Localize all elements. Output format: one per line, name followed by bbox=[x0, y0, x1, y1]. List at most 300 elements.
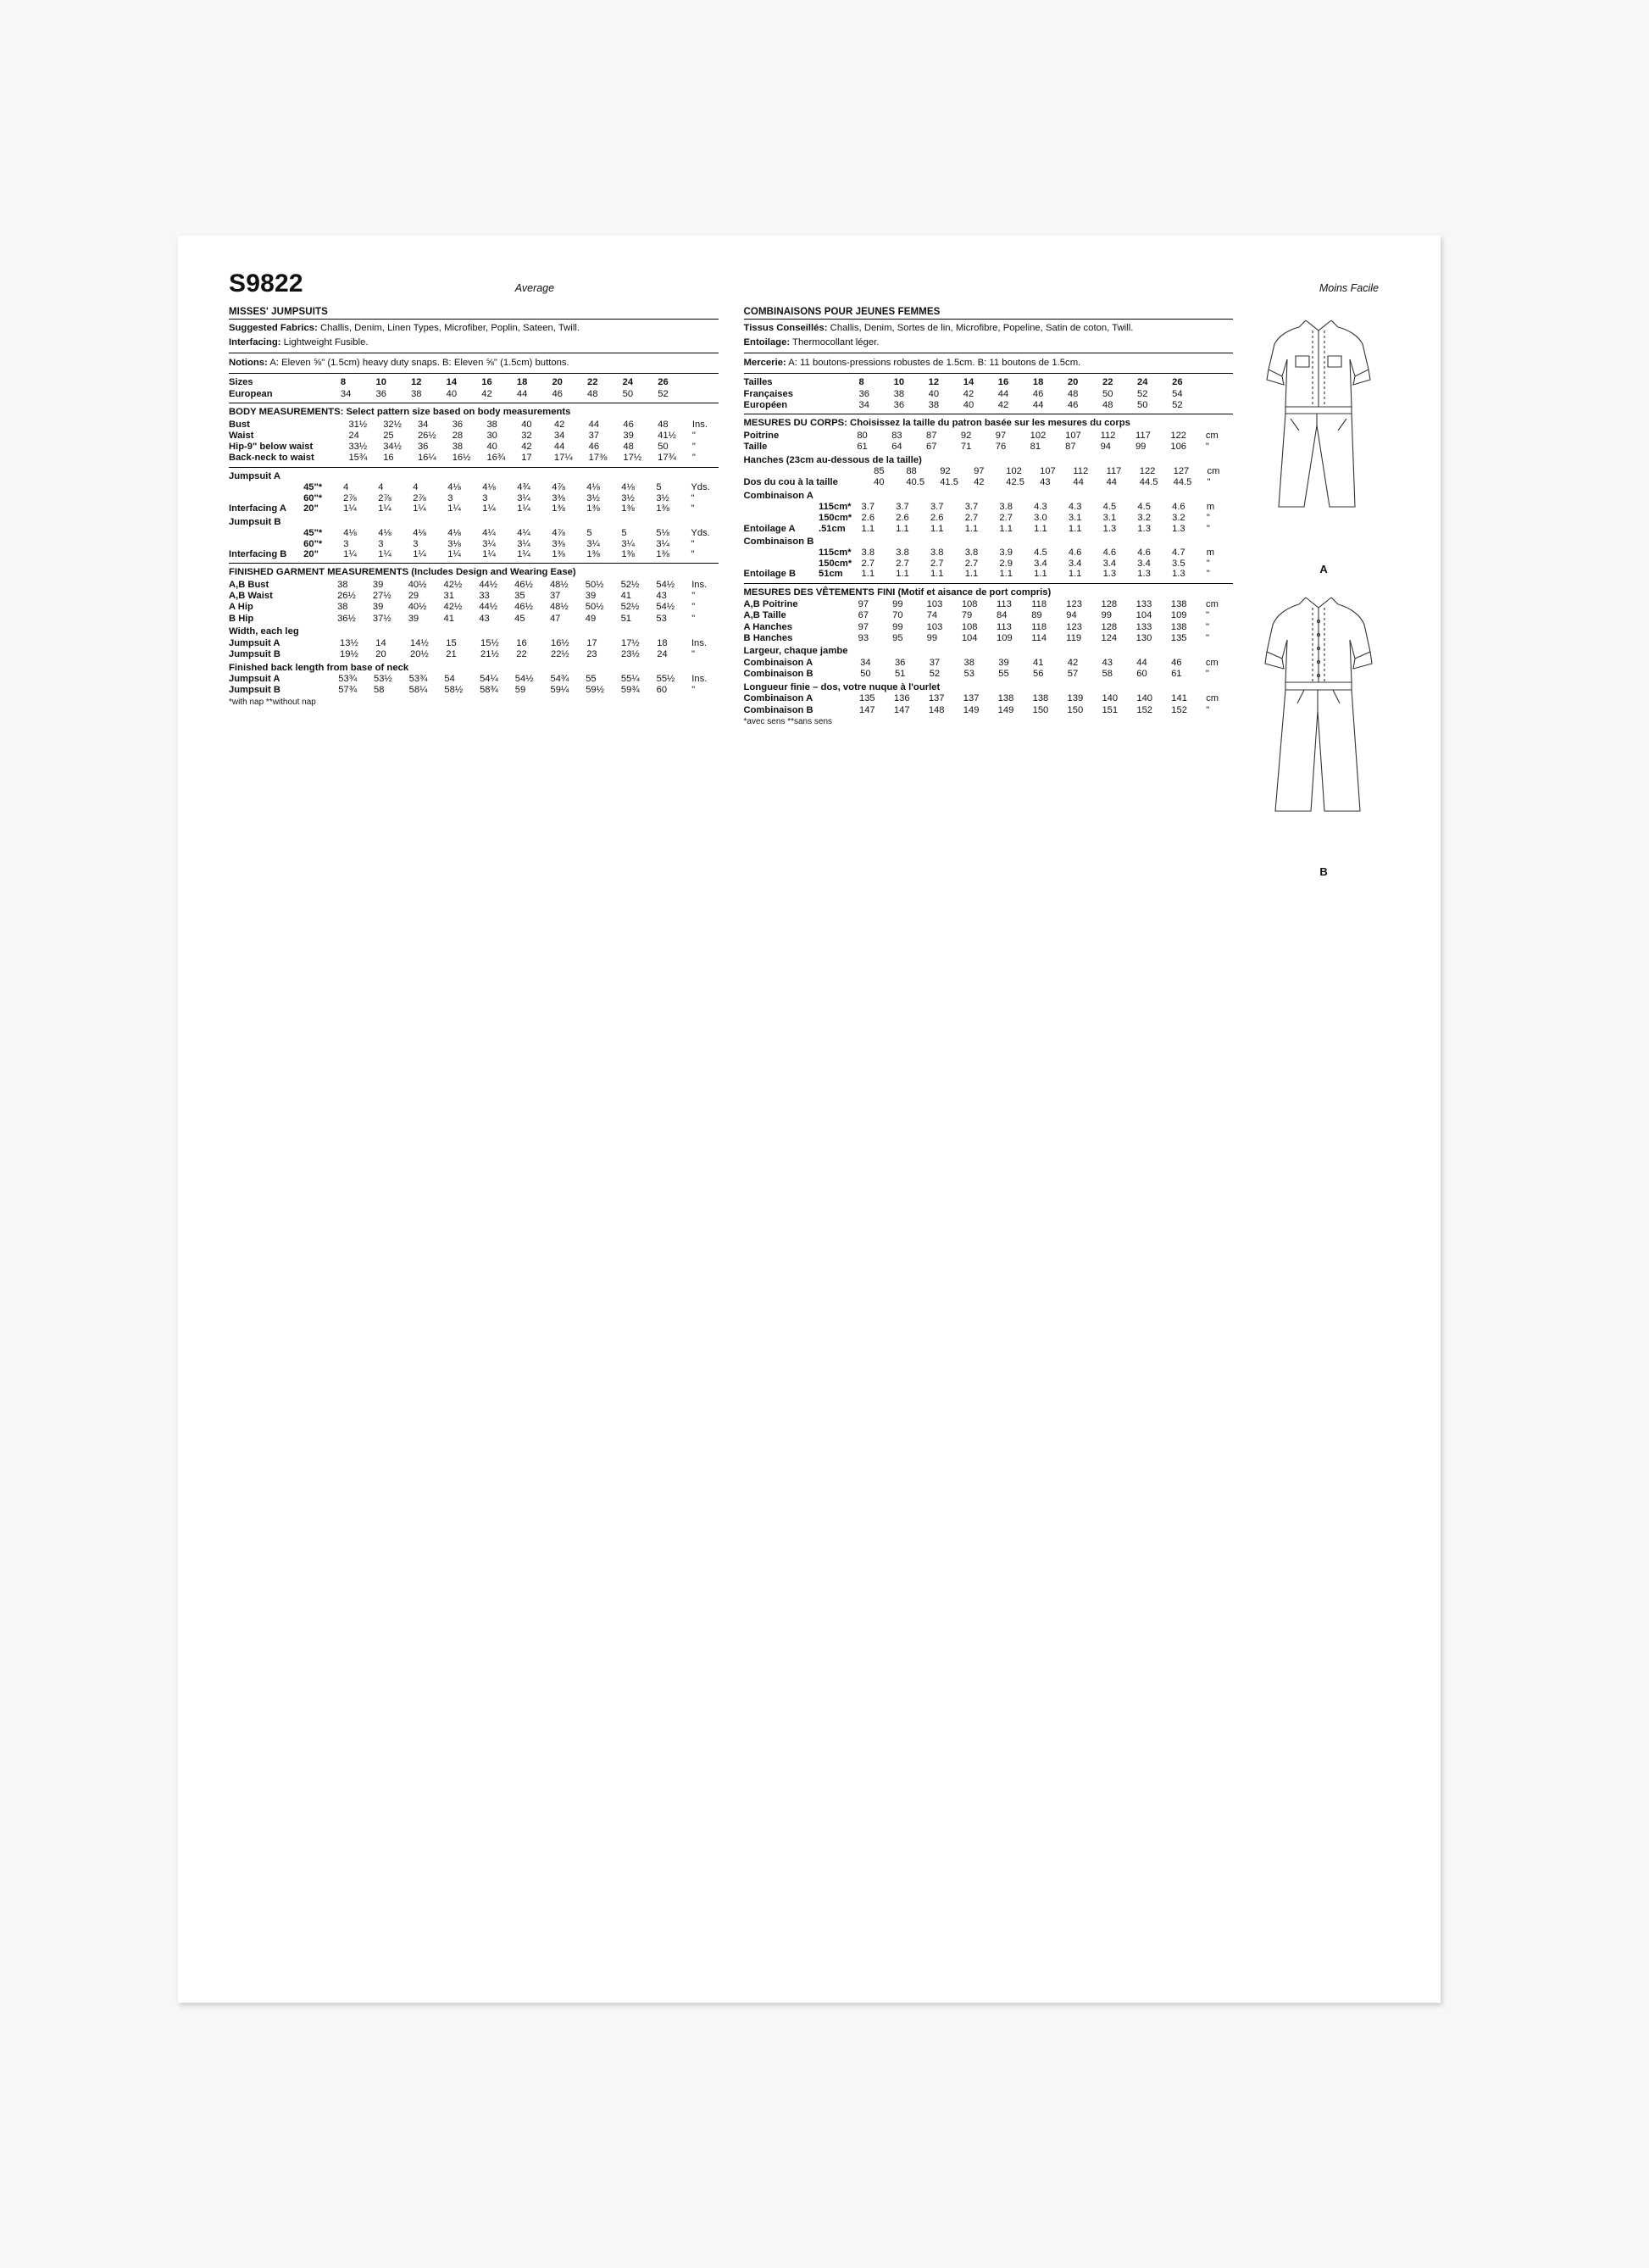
cell: 38 bbox=[337, 602, 348, 613]
cell: 37 bbox=[929, 657, 941, 668]
cell: 52½ bbox=[620, 580, 640, 590]
english-footnote: *with nap **without nap bbox=[229, 697, 316, 707]
cell: 43 bbox=[1040, 477, 1051, 488]
cell: 46 bbox=[1171, 657, 1182, 668]
cell: 149 bbox=[997, 704, 1014, 715]
french-notions-label: Mercerie: bbox=[743, 357, 786, 368]
cell: 3 bbox=[482, 492, 488, 503]
cell: 22 bbox=[1102, 377, 1113, 388]
cell: 1.1 bbox=[896, 569, 909, 580]
cell: 17½ bbox=[623, 453, 642, 464]
table-row bbox=[229, 528, 719, 539]
cell: 97 bbox=[995, 430, 1007, 441]
cell: 16 bbox=[997, 377, 1009, 388]
cell: 34 bbox=[417, 419, 429, 430]
row-label: Hip-9" below waist bbox=[229, 442, 314, 453]
english-fabrics-label: Suggested Fabrics: bbox=[229, 323, 318, 333]
cell: 20½ bbox=[410, 648, 429, 659]
cell: 22 bbox=[587, 377, 598, 388]
cell: 59½ bbox=[586, 685, 604, 696]
fabric-width: 115cm* bbox=[819, 548, 852, 559]
table-row bbox=[229, 637, 719, 648]
cell: 30 bbox=[486, 430, 497, 441]
row-label: Jumpsuit B bbox=[229, 648, 280, 659]
cell: 104 bbox=[961, 632, 978, 643]
cell: 136 bbox=[893, 693, 910, 704]
cell: 52 bbox=[1137, 388, 1148, 399]
table-row bbox=[229, 602, 719, 613]
table-row bbox=[229, 492, 719, 503]
cell: 40 bbox=[486, 442, 497, 453]
cell: 112 bbox=[1100, 430, 1116, 441]
cell: 1¼ bbox=[482, 549, 496, 560]
cell: 3.8 bbox=[999, 502, 1013, 513]
cell: 1¼ bbox=[517, 503, 530, 514]
cell: 16¼ bbox=[417, 453, 436, 464]
cell: 147 bbox=[893, 704, 910, 715]
cell: 1¼ bbox=[378, 549, 391, 560]
cell: 34½ bbox=[383, 442, 402, 453]
cell: 3⅛ bbox=[447, 538, 461, 549]
cell: 54½ bbox=[514, 674, 534, 685]
cell: 12 bbox=[928, 377, 940, 388]
cell: 45 bbox=[514, 613, 525, 624]
cell: 81 bbox=[1030, 442, 1041, 453]
table-row bbox=[229, 441, 719, 452]
cell: 4.6 bbox=[1137, 548, 1151, 559]
cell: 114 bbox=[1031, 632, 1047, 643]
cell: 20 bbox=[1067, 377, 1079, 388]
cell: 59¼ bbox=[550, 685, 569, 696]
cell: 123 bbox=[1066, 621, 1082, 632]
cell-unit: " bbox=[1206, 621, 1210, 632]
row-label: Dos du cou à la taille bbox=[743, 477, 838, 488]
cell: 128 bbox=[1101, 599, 1118, 610]
fabric-width: 150cm* bbox=[818, 512, 852, 523]
cell: 32½ bbox=[383, 419, 402, 430]
cell-unit bbox=[1207, 388, 1233, 399]
cell: 2⅞ bbox=[378, 492, 391, 503]
cell: 2.7 bbox=[964, 512, 979, 523]
cell: 3.4 bbox=[1137, 558, 1151, 569]
cell: 42 bbox=[1067, 657, 1079, 668]
cell: 3.0 bbox=[1034, 512, 1047, 523]
french-fabrics-text: Challis, Denim, Sortes de lin, Microfibre, Popeline, Satin de coton, Twill. bbox=[827, 323, 1134, 333]
french-notions bbox=[744, 357, 1234, 370]
cell: 1⅜ bbox=[552, 503, 565, 514]
cell: 24 bbox=[1137, 377, 1148, 388]
table-row bbox=[744, 477, 1234, 488]
fabric-width: .51cm bbox=[818, 523, 846, 534]
cell: 50 bbox=[860, 669, 871, 680]
cell: 44.5 bbox=[1139, 477, 1158, 488]
table-row bbox=[744, 558, 1234, 569]
cell: 117 bbox=[1135, 430, 1151, 441]
cell: 35 bbox=[514, 591, 525, 602]
cell: 50½ bbox=[585, 602, 604, 613]
cell: 50 bbox=[658, 442, 669, 453]
cell: 1¼ bbox=[447, 503, 461, 514]
cell: 42½ bbox=[443, 602, 463, 613]
difficulty-fr: Moins Facile bbox=[1319, 282, 1379, 294]
cell: 40½ bbox=[408, 602, 427, 613]
cell: 48½ bbox=[549, 580, 569, 590]
cell: 139 bbox=[1067, 693, 1084, 704]
cell: 1⅜ bbox=[586, 549, 600, 560]
french-body-measurements-header: MESURES DU CORPS: Choisissez la taille du patron basée sur les mesures du corps bbox=[743, 418, 1130, 429]
cell: 16¾ bbox=[486, 453, 506, 464]
cell: 39 bbox=[408, 613, 419, 624]
cell: 16 bbox=[516, 637, 527, 648]
cell: 1⅜ bbox=[621, 503, 635, 514]
cell: 38 bbox=[337, 580, 348, 590]
cell-unit bbox=[1207, 399, 1233, 410]
row-label: A Hip bbox=[229, 602, 253, 613]
cell: 87 bbox=[926, 430, 937, 441]
cell: 13½ bbox=[340, 637, 358, 648]
cell: 4⅞ bbox=[552, 482, 565, 493]
divider bbox=[229, 373, 719, 374]
cell: 149 bbox=[963, 704, 980, 715]
cell: 48 bbox=[623, 442, 634, 453]
french-fabrics-label: Tissus Conseillés: bbox=[743, 323, 828, 333]
table-row bbox=[744, 502, 1234, 513]
cell: 17¼ bbox=[553, 453, 573, 464]
row-label: A Hanches bbox=[743, 621, 792, 632]
cell: 26½ bbox=[417, 430, 436, 441]
cell: 113 bbox=[997, 621, 1012, 632]
cell: 53 bbox=[963, 669, 974, 680]
cell: 3.7 bbox=[964, 502, 979, 513]
cell: 74 bbox=[926, 610, 938, 621]
cell: 83 bbox=[891, 430, 902, 441]
cell: 147 bbox=[858, 704, 875, 715]
fabric-width: 51cm bbox=[819, 569, 843, 580]
document-header bbox=[229, 270, 1402, 298]
cell: 29 bbox=[408, 591, 419, 602]
cell: 79 bbox=[961, 610, 973, 621]
cell: 138 bbox=[997, 693, 1014, 704]
row-label: A,B Bust bbox=[229, 580, 269, 590]
row-label: Entoilage B bbox=[743, 569, 797, 580]
cell: 4⅛ bbox=[482, 482, 496, 493]
cell: 1⅜ bbox=[586, 503, 600, 514]
cell-unit: Ins. bbox=[691, 674, 708, 685]
cell: 152 bbox=[1171, 704, 1187, 715]
table-row bbox=[229, 419, 719, 430]
french-hip-table bbox=[744, 466, 1234, 488]
cell: 21½ bbox=[480, 648, 499, 659]
cell: 99 bbox=[1101, 610, 1112, 621]
cell: 128 bbox=[1101, 621, 1118, 632]
cell: 124 bbox=[1101, 632, 1118, 643]
cell: 3.8 bbox=[930, 548, 944, 559]
cell: 2.6 bbox=[930, 512, 944, 523]
cell: 150 bbox=[1067, 704, 1084, 715]
cell: 24 bbox=[622, 377, 634, 388]
cell: 107 bbox=[1065, 430, 1081, 441]
cell: 46 bbox=[623, 419, 634, 430]
cell: 3.4 bbox=[1068, 558, 1082, 569]
cell: 18 bbox=[657, 637, 668, 648]
cell: 49 bbox=[585, 613, 597, 624]
cell-unit: " bbox=[1206, 610, 1210, 621]
cell: 1.1 bbox=[999, 523, 1013, 534]
cell: 44 bbox=[553, 442, 565, 453]
cell: 40 bbox=[446, 388, 458, 399]
cell: 21 bbox=[446, 648, 457, 659]
cell: 8 bbox=[858, 377, 864, 388]
combinaison-a-yardage-table bbox=[744, 502, 1234, 534]
cell: 48½ bbox=[549, 602, 569, 613]
cell-unit: cm bbox=[1205, 430, 1219, 441]
cell: 1¼ bbox=[343, 549, 357, 560]
cell: 3.7 bbox=[896, 502, 909, 513]
divider bbox=[229, 563, 719, 564]
cell: 109 bbox=[997, 632, 1013, 643]
cell: 97 bbox=[974, 466, 985, 477]
cell: 38 bbox=[928, 399, 940, 410]
table-row bbox=[744, 548, 1234, 559]
cell: 2.9 bbox=[999, 558, 1013, 569]
english-fabrics bbox=[229, 322, 719, 335]
cell: 1.1 bbox=[930, 569, 944, 580]
cell: 48 bbox=[658, 419, 669, 430]
cell: 103 bbox=[926, 599, 943, 610]
cell: 1¼ bbox=[517, 549, 530, 560]
cell: 92 bbox=[940, 466, 951, 477]
row-label: Combinaison B bbox=[743, 669, 813, 680]
cell: 12 bbox=[411, 377, 422, 388]
cell: 51 bbox=[894, 669, 906, 680]
fabric-width: 20" bbox=[303, 503, 319, 514]
english-body-measurements-header: BODY MEASUREMENTS: Select pattern size based on body measurements bbox=[229, 407, 571, 418]
cell: 58½ bbox=[444, 685, 464, 696]
cell: 60 bbox=[1136, 669, 1147, 680]
cell: 16½ bbox=[550, 637, 569, 648]
cell: 18 bbox=[1032, 377, 1044, 388]
table-row bbox=[744, 610, 1234, 621]
cell: 17½ bbox=[620, 637, 640, 648]
row-label bbox=[229, 492, 303, 503]
cell-unit: " bbox=[691, 602, 696, 613]
cell: 4.3 bbox=[1034, 502, 1047, 513]
english-body-measurements-table bbox=[229, 419, 719, 464]
cell: 44.5 bbox=[1173, 477, 1192, 488]
cell: 52 bbox=[1172, 399, 1183, 410]
fabric-width: 115cm* bbox=[818, 502, 852, 513]
cell: 70 bbox=[892, 610, 903, 621]
cell: 67 bbox=[926, 442, 937, 453]
row-label: Jumpsuit A bbox=[229, 637, 280, 648]
table-row bbox=[744, 513, 1234, 524]
english-finished-table bbox=[229, 579, 719, 624]
cell: 3¼ bbox=[656, 538, 669, 549]
divider bbox=[744, 373, 1234, 374]
cell: 2.7 bbox=[930, 558, 944, 569]
cell: 4 bbox=[378, 482, 384, 493]
cell: 36 bbox=[417, 442, 429, 453]
row-label: Européen bbox=[743, 399, 788, 410]
cell: 3.9 bbox=[999, 548, 1013, 559]
cell: 28 bbox=[452, 430, 464, 441]
table-row bbox=[744, 441, 1234, 452]
cell: 48 bbox=[1102, 399, 1113, 410]
row-label: Tailles bbox=[743, 377, 773, 388]
table-row bbox=[229, 579, 719, 590]
cell: 80 bbox=[857, 430, 868, 441]
cell: 37½ bbox=[372, 613, 391, 624]
cell: 58¾ bbox=[480, 685, 498, 696]
table-row bbox=[744, 704, 1234, 715]
cell: 122 bbox=[1139, 466, 1156, 477]
cell: 17⅜ bbox=[588, 453, 608, 464]
cell: 1.1 bbox=[861, 523, 875, 534]
cell-unit: " bbox=[691, 453, 696, 464]
cell: 42 bbox=[997, 399, 1009, 410]
cell: 4⅛ bbox=[621, 482, 635, 493]
cell: 1.3 bbox=[1137, 523, 1151, 534]
cell-unit: cm bbox=[1206, 693, 1219, 704]
cell: 3.8 bbox=[896, 548, 909, 559]
english-notions-label: Notions: bbox=[229, 357, 268, 368]
cell: 1.1 bbox=[1034, 569, 1047, 580]
row-label: Waist bbox=[229, 430, 254, 441]
cell: 14 bbox=[375, 637, 386, 648]
cell: 20 bbox=[552, 377, 563, 388]
cell: 1.1 bbox=[1034, 523, 1047, 534]
cell: 54¼ bbox=[480, 674, 498, 685]
table-row bbox=[229, 377, 719, 388]
cell: 137 bbox=[928, 693, 945, 704]
cell: 4⅞ bbox=[552, 527, 565, 538]
cell: 22½ bbox=[550, 648, 569, 659]
cell: 41 bbox=[443, 613, 454, 624]
cell: 4¾ bbox=[517, 482, 530, 493]
cell: 38 bbox=[452, 442, 464, 453]
cell: 3 bbox=[413, 538, 419, 549]
cell: 55½ bbox=[656, 674, 675, 685]
row-label: Combinaison A bbox=[743, 693, 813, 704]
cell-unit: m bbox=[1206, 548, 1215, 559]
cell-unit bbox=[693, 388, 719, 399]
cell: 44½ bbox=[479, 602, 498, 613]
english-section bbox=[229, 307, 719, 878]
cell-unit: " bbox=[1206, 632, 1210, 643]
cell: 4.6 bbox=[1172, 502, 1185, 513]
cell: 31 bbox=[443, 591, 454, 602]
cell: 3.2 bbox=[1137, 512, 1151, 523]
table-row bbox=[744, 669, 1234, 680]
cell: 1¼ bbox=[413, 503, 426, 514]
cell: 16 bbox=[383, 453, 394, 464]
cell: 50 bbox=[622, 388, 634, 399]
cell: 41 bbox=[1033, 657, 1044, 668]
cell-unit: Yds. bbox=[691, 482, 710, 493]
jumpsuit-b-illustration bbox=[1245, 584, 1402, 878]
cell: 3 bbox=[343, 538, 349, 549]
cell: 1⅜ bbox=[552, 549, 565, 560]
cell: 39 bbox=[372, 580, 384, 590]
cell: 2.7 bbox=[861, 558, 875, 569]
cell: 5 bbox=[656, 482, 662, 493]
table-row bbox=[229, 538, 719, 549]
table-row bbox=[229, 453, 719, 464]
cell: 4⅛ bbox=[413, 527, 426, 538]
cell: 14 bbox=[446, 377, 458, 388]
cell: 34 bbox=[858, 399, 869, 410]
cell: 138 bbox=[1170, 599, 1187, 610]
cell: 44 bbox=[516, 388, 528, 399]
cell: 36 bbox=[894, 657, 906, 668]
french-finished-table bbox=[744, 599, 1234, 644]
cell: 1.3 bbox=[1102, 569, 1117, 580]
english-fabrics-text: Challis, Denim, Linen Types, Microfiber, Poplin, Sateen, Twill. bbox=[317, 323, 580, 333]
cell-unit: " bbox=[1206, 704, 1210, 715]
cell: 23½ bbox=[620, 648, 640, 659]
cell: 4⅛ bbox=[343, 527, 357, 538]
cell: 16 bbox=[481, 377, 492, 388]
cell-unit bbox=[693, 377, 719, 388]
cell: 32 bbox=[521, 430, 532, 441]
cell: 3¼ bbox=[482, 538, 496, 549]
cell: 44 bbox=[1136, 657, 1147, 668]
cell: 50 bbox=[1137, 399, 1148, 410]
cell: 137 bbox=[963, 693, 980, 704]
table-row bbox=[744, 523, 1234, 534]
cell-unit: " bbox=[691, 648, 695, 659]
cell: 39 bbox=[372, 602, 384, 613]
cell: 38 bbox=[486, 419, 497, 430]
fabric-width: 45"* bbox=[303, 527, 323, 538]
cell: 3 bbox=[447, 492, 453, 503]
row-label bbox=[744, 502, 819, 513]
cell: 61 bbox=[857, 442, 868, 453]
cell: 14 bbox=[963, 377, 974, 388]
cell: 104 bbox=[1135, 610, 1152, 621]
cell: 42 bbox=[553, 419, 565, 430]
table-row bbox=[229, 549, 719, 560]
cell: 3¼ bbox=[517, 538, 530, 549]
cell: 4.5 bbox=[1034, 548, 1047, 559]
cell: 1.3 bbox=[1172, 523, 1185, 534]
cell: 106 bbox=[1170, 442, 1187, 453]
fabric-width: 20" bbox=[303, 549, 319, 560]
fabric-width: 45"* bbox=[303, 482, 323, 493]
cell: 71 bbox=[960, 442, 972, 453]
cell: 15¾ bbox=[348, 453, 368, 464]
cell: 99 bbox=[926, 632, 938, 643]
table-row bbox=[744, 466, 1234, 477]
cell: 4 bbox=[413, 482, 419, 493]
cell: 5⅛ bbox=[656, 527, 669, 538]
cell: 102 bbox=[1030, 430, 1047, 441]
cell: 36½ bbox=[337, 613, 356, 624]
cell: 44 bbox=[1073, 477, 1084, 488]
cell: 109 bbox=[1170, 610, 1187, 621]
divider bbox=[229, 467, 719, 468]
cell: 84 bbox=[997, 610, 1008, 621]
cell: 2.6 bbox=[896, 512, 909, 523]
cell: 108 bbox=[961, 621, 978, 632]
cell: 61 bbox=[1171, 669, 1182, 680]
cell: 39 bbox=[998, 657, 1009, 668]
cell: 33 bbox=[479, 591, 490, 602]
cell-unit: cm bbox=[1206, 599, 1219, 610]
cell: 53¾ bbox=[338, 674, 358, 685]
combinaison-b-header: Combinaison B bbox=[743, 536, 814, 547]
row-label: Taille bbox=[743, 442, 768, 453]
